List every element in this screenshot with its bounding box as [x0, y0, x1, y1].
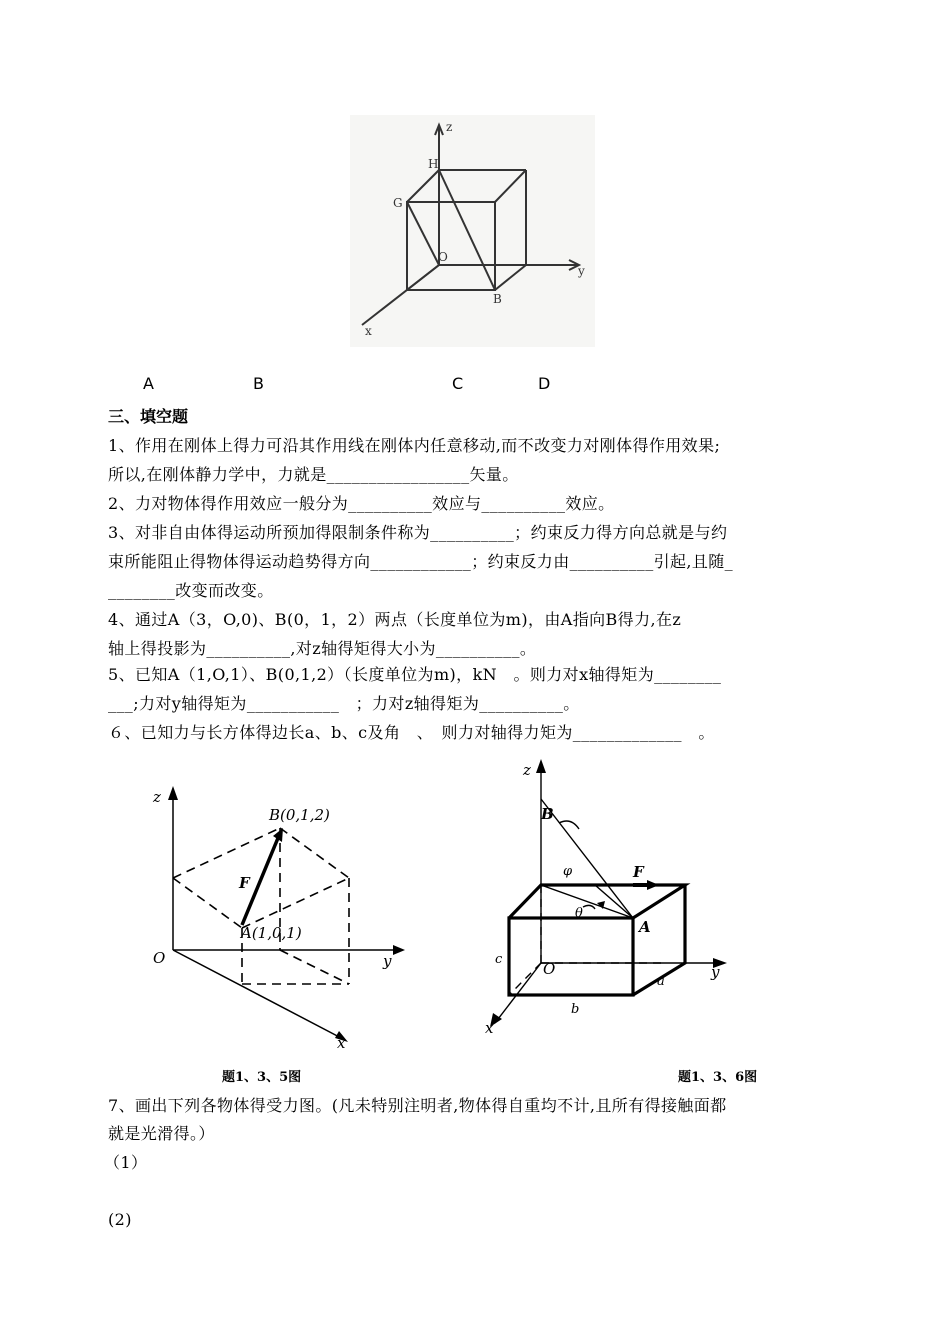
question-line: 3、对非自由体得运动所预加得限制条件称为__________；约束反力得方向总就是与约 [108, 523, 728, 542]
figure-right [475, 755, 745, 1040]
diagonal-OG [407, 202, 439, 265]
figure-right-caption: 题1、3、6图 [678, 1070, 758, 1085]
line-OA [541, 885, 633, 918]
label-y: y [711, 963, 720, 981]
choice-d: D [538, 374, 551, 393]
label-z: z [523, 761, 531, 779]
label-A: A(1,0,1) [241, 924, 302, 942]
choice-b: B [253, 374, 264, 393]
label-z: z [153, 788, 161, 806]
x-axis-line [173, 950, 345, 1040]
label-y: y [578, 264, 585, 278]
label-x: x [485, 1019, 494, 1037]
cube-figure-top [350, 115, 595, 347]
label-c: c [495, 952, 503, 967]
cube-figure-top-drawing [350, 115, 595, 347]
question-line: 轴上得投影为__________,对z轴得矩得大小为__________。 [108, 639, 537, 658]
label-O: O [438, 250, 448, 264]
question-line: ________改变而改变。 [108, 581, 274, 600]
figure-left [145, 770, 415, 1050]
choice-a: A [143, 374, 154, 393]
label-y: y [383, 952, 392, 970]
label-phi: φ [563, 864, 573, 879]
question-line: 4、通过A（3，O,0)、B(0，1，2）两点（长度单位为m)，由A指向B得力,在z [108, 610, 682, 629]
question-line: 所以,在刚体静力学中，力就是_________________矢量。 [108, 465, 519, 484]
label-B: B [541, 805, 554, 823]
label-theta: θ [575, 906, 583, 921]
question-line: ６、已知力与长方体得边长a、b、c及角 、 则力对轴得力矩为_____________ 。 [108, 723, 715, 742]
figure-right-drawing [475, 755, 745, 1040]
label-F: F [633, 863, 644, 881]
label-z: z [446, 120, 453, 134]
question-line: 5、已知A（1,O,1）、B(0,1,2）（长度单位为m)，kN 。则力对x轴得矩为________ [108, 665, 722, 684]
line-BA [541, 799, 633, 918]
label-a: a [657, 974, 665, 989]
label-x: x [365, 324, 372, 338]
label-O: O [153, 949, 166, 967]
cube-front-face [407, 202, 495, 290]
label-x: x [337, 1034, 346, 1050]
label-B: B [493, 292, 502, 306]
section-heading: 三、填空题 [108, 407, 189, 426]
question-line: ___;力对y轴得矩为___________ ；力对z轴得矩为__________。 [108, 694, 580, 713]
label-H: H [428, 157, 439, 171]
figure-left-drawing [145, 770, 415, 1050]
diagonal-HB [439, 170, 495, 290]
label-A: A [639, 918, 651, 936]
question7-item2: (2) [108, 1210, 132, 1229]
question7-item1: （1） [104, 1153, 148, 1172]
choice-c: C [452, 374, 464, 393]
question-line: 1、作用在刚体上得力可沿其作用线在刚体内任意移动,而不改变力对刚体得作用效果; [108, 436, 721, 455]
figure-left-caption: 题1、3、5图 [222, 1070, 302, 1085]
question-line: 束所能阻止得物体得运动趋势得方向____________；约束反力由__________引起,且随_ [108, 552, 734, 571]
question7-line2: 就是光滑得。） [108, 1124, 215, 1143]
box-front-face [509, 918, 633, 995]
label-b: b [571, 1002, 580, 1017]
label-G: G [393, 196, 403, 210]
question-line: 2、力对物体得作用效应一般分为__________效应与__________效应。 [108, 494, 615, 513]
label-B: B(0,1,2) [269, 806, 330, 824]
label-O: O [543, 960, 556, 978]
label-F: F [239, 874, 250, 892]
question7-line1: 7、画出下列各物体得受力图。(凡未特别注明者,物体得自重均不计,且所有得接触面都 [108, 1096, 727, 1115]
x-axis-line [495, 963, 541, 1023]
